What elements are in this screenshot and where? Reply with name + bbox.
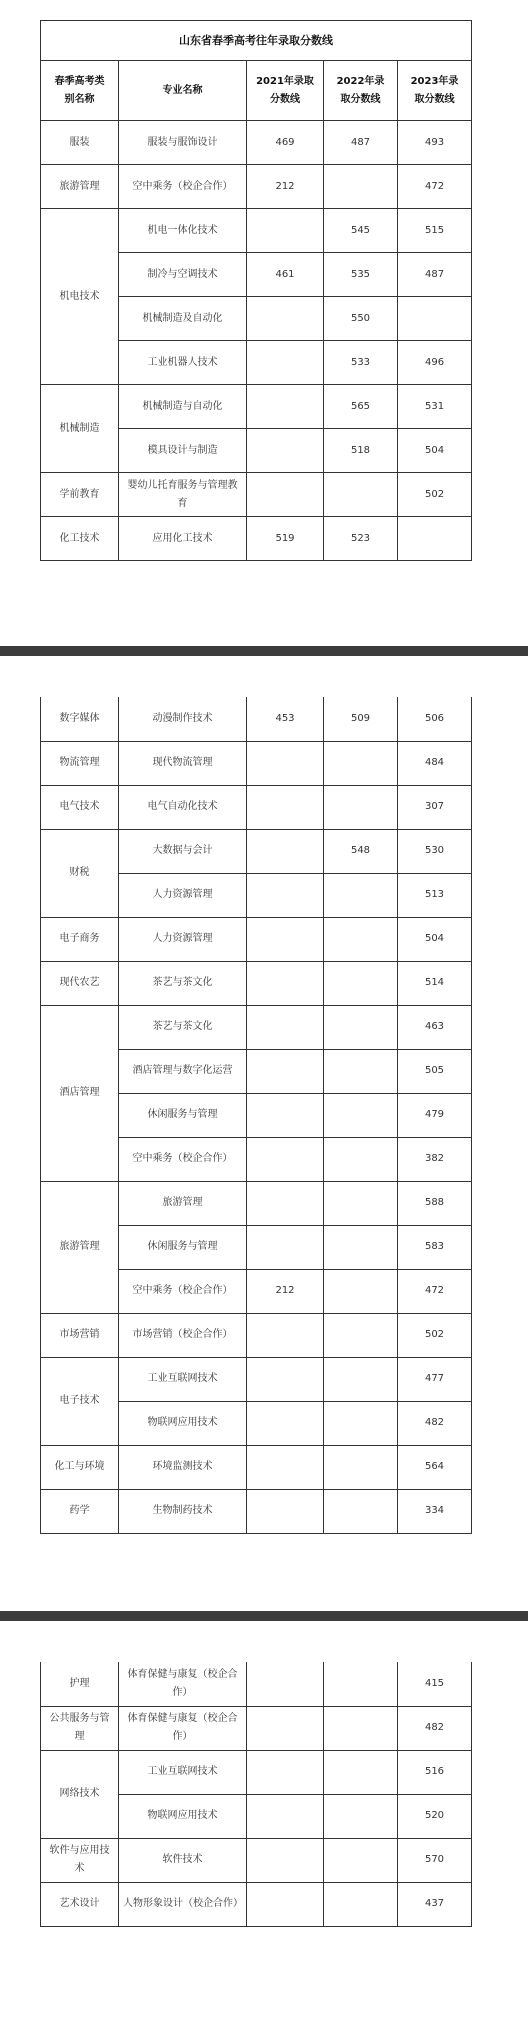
score-2022-cell: 550 — [324, 297, 398, 341]
score-2023-cell: 505 — [398, 1049, 472, 1093]
table-title: 山东省春季高考往年录取分数线 — [41, 21, 472, 61]
major-cell: 体育保健与康复（校企合作） — [119, 1706, 247, 1750]
major-cell: 茶艺与茶文化 — [119, 961, 247, 1005]
table-row — [41, 1005, 472, 1049]
category-cell: 酒店管理 — [41, 1005, 119, 1181]
score-2021-cell — [247, 829, 324, 873]
major-cell: 机械制造与自动化 — [119, 385, 247, 429]
header-2023: 2023年录 取分数线 — [398, 61, 472, 121]
major-cell: 大数据与会计 — [119, 829, 247, 873]
score-2023-cell: 515 — [398, 209, 472, 253]
major-cell: 婴幼儿托育服务与管理教育 — [119, 473, 247, 517]
score-2021-cell — [247, 341, 324, 385]
category-cell: 机械制造 — [41, 385, 119, 473]
category-cell: 护理 — [41, 1662, 119, 1706]
score-2023-cell: 531 — [398, 385, 472, 429]
category-cell: 学前教育 — [41, 473, 119, 517]
score-2021-cell — [247, 1225, 324, 1269]
score-2021-cell — [247, 297, 324, 341]
category-cell: 网络技术 — [41, 1750, 119, 1838]
score-2022-cell: 533 — [324, 341, 398, 385]
category-cell: 市场营销 — [41, 1313, 119, 1357]
score-2022-cell — [324, 1706, 398, 1750]
major-cell: 休闲服务与管理 — [119, 1093, 247, 1137]
score-2022-cell: 535 — [324, 253, 398, 297]
table-row — [41, 1706, 472, 1750]
category-cell: 药学 — [41, 1489, 119, 1533]
category-cell: 服装 — [41, 121, 119, 165]
major-cell: 模具设计与制造 — [119, 429, 247, 473]
score-2023-cell: 482 — [398, 1401, 472, 1445]
score-2022-cell — [324, 1445, 398, 1489]
score-2021-cell — [247, 917, 324, 961]
category-cell: 物流管理 — [41, 741, 119, 785]
score-2021-cell — [247, 961, 324, 1005]
score-2023-cell: 487 — [398, 253, 472, 297]
score-2023-cell: 415 — [398, 1662, 472, 1706]
admission-table-part-3 — [40, 1662, 472, 1927]
header-2021: 2021年录取 分数线 — [247, 61, 324, 121]
score-2021-cell — [247, 873, 324, 917]
score-2022-cell: 487 — [324, 121, 398, 165]
major-cell: 环境监测技术 — [119, 1445, 247, 1489]
score-2021-cell: 461 — [247, 253, 324, 297]
score-2022-cell — [324, 1093, 398, 1137]
table-row — [41, 1750, 472, 1794]
score-2023-cell: 513 — [398, 873, 472, 917]
major-cell: 物联网应用技术 — [119, 1794, 247, 1838]
table-row — [41, 517, 472, 561]
category-cell: 现代农艺 — [41, 961, 119, 1005]
major-cell: 服装与服饰设计 — [119, 121, 247, 165]
score-2022-cell: 509 — [324, 697, 398, 741]
score-2022-cell — [324, 961, 398, 1005]
score-2023-cell: 334 — [398, 1489, 472, 1533]
table-row — [41, 1882, 472, 1926]
category-cell: 电气技术 — [41, 785, 119, 829]
category-cell: 电子技术 — [41, 1357, 119, 1445]
major-cell: 休闲服务与管理 — [119, 1225, 247, 1269]
score-2021-cell: 212 — [247, 1269, 324, 1313]
score-2021-cell: 453 — [247, 697, 324, 741]
table-row — [41, 1445, 472, 1489]
score-2022-cell — [324, 1181, 398, 1225]
score-2021-cell — [247, 1662, 324, 1706]
score-2022-cell — [324, 1357, 398, 1401]
score-2021-cell — [247, 1794, 324, 1838]
table-row — [41, 121, 472, 165]
category-cell: 化工技术 — [41, 517, 119, 561]
score-2021-cell: 469 — [247, 121, 324, 165]
score-2022-cell — [324, 1269, 398, 1313]
score-2022-cell — [324, 1401, 398, 1445]
table-row — [41, 961, 472, 1005]
score-2022-cell — [324, 1313, 398, 1357]
major-cell: 软件技术 — [119, 1838, 247, 1882]
major-cell: 物联网应用技术 — [119, 1401, 247, 1445]
score-2022-cell — [324, 1750, 398, 1794]
score-2023-cell — [398, 517, 472, 561]
category-cell: 化工与环境 — [41, 1445, 119, 1489]
admission-table-part-1 — [40, 20, 472, 561]
score-2021-cell — [247, 209, 324, 253]
score-2023-cell: 382 — [398, 1137, 472, 1181]
table-row — [41, 741, 472, 785]
score-2022-cell — [324, 1489, 398, 1533]
score-2023-cell: 516 — [398, 1750, 472, 1794]
major-cell: 人力资源管理 — [119, 873, 247, 917]
score-2023-cell: 504 — [398, 917, 472, 961]
score-2021-cell — [247, 429, 324, 473]
score-2021-cell — [247, 1181, 324, 1225]
score-2023-cell: 502 — [398, 1313, 472, 1357]
score-2021-cell — [247, 473, 324, 517]
major-cell: 酒店管理与数字化运营 — [119, 1049, 247, 1093]
score-2021-cell — [247, 785, 324, 829]
table-row — [41, 917, 472, 961]
major-cell: 人物形象设计（校企合作） — [119, 1882, 247, 1926]
score-2023-cell: 482 — [398, 1706, 472, 1750]
major-cell: 茶艺与茶文化 — [119, 1005, 247, 1049]
score-2021-cell — [247, 1093, 324, 1137]
score-2022-cell — [324, 917, 398, 961]
score-2021-cell — [247, 385, 324, 429]
score-2022-cell — [324, 741, 398, 785]
table-row — [41, 209, 472, 253]
category-cell: 软件与应用技术 — [41, 1838, 119, 1882]
score-2021-cell — [247, 1489, 324, 1533]
score-2022-cell — [324, 1882, 398, 1926]
score-2023-cell: 520 — [398, 1794, 472, 1838]
major-cell: 机械制造及自动化 — [119, 297, 247, 341]
score-2022-cell: 518 — [324, 429, 398, 473]
major-cell: 空中乘务（校企合作） — [119, 165, 247, 209]
major-cell: 工业互联网技术 — [119, 1750, 247, 1794]
score-2023-cell: 564 — [398, 1445, 472, 1489]
score-2023-cell: 504 — [398, 429, 472, 473]
score-2021-cell — [247, 1750, 324, 1794]
category-cell: 机电技术 — [41, 209, 119, 385]
score-2023-cell: 514 — [398, 961, 472, 1005]
category-cell: 旅游管理 — [41, 1181, 119, 1313]
category-cell: 财税 — [41, 829, 119, 917]
major-cell: 体育保健与康复（校企合作） — [119, 1662, 247, 1706]
score-2022-cell — [324, 1838, 398, 1882]
score-2021-cell — [247, 1137, 324, 1181]
score-2021-cell — [247, 1838, 324, 1882]
table-row — [41, 473, 472, 517]
score-2022-cell — [324, 1049, 398, 1093]
score-2021-cell — [247, 741, 324, 785]
score-2023-cell: 472 — [398, 165, 472, 209]
score-2022-cell — [324, 785, 398, 829]
header-category: 春季高考类 别名称 — [41, 61, 119, 121]
major-cell: 空中乘务（校企合作） — [119, 1137, 247, 1181]
category-cell: 艺术设计 — [41, 1882, 119, 1926]
page-divider — [0, 1611, 528, 1621]
table-row — [41, 829, 472, 873]
table-row — [41, 385, 472, 429]
major-cell: 机电一体化技术 — [119, 209, 247, 253]
category-cell: 旅游管理 — [41, 165, 119, 209]
score-2023-cell: 496 — [398, 341, 472, 385]
score-2021-cell: 212 — [247, 165, 324, 209]
score-2022-cell — [324, 1225, 398, 1269]
table-row — [41, 1181, 472, 1225]
table-row — [41, 1838, 472, 1882]
score-2022-cell — [324, 873, 398, 917]
score-2022-cell — [324, 473, 398, 517]
table-row — [41, 1489, 472, 1533]
major-cell: 应用化工技术 — [119, 517, 247, 561]
score-2022-cell: 548 — [324, 829, 398, 873]
score-2023-cell: 484 — [398, 741, 472, 785]
score-2022-cell — [324, 1137, 398, 1181]
score-2023-cell: 479 — [398, 1093, 472, 1137]
score-2021-cell — [247, 1882, 324, 1926]
header-2022: 2022年录 取分数线 — [324, 61, 398, 121]
score-2021-cell — [247, 1706, 324, 1750]
table-row — [41, 697, 472, 741]
major-cell: 动漫制作技术 — [119, 697, 247, 741]
score-2023-cell — [398, 297, 472, 341]
table-row — [41, 1662, 472, 1706]
major-cell: 旅游管理 — [119, 1181, 247, 1225]
admission-table-part-2 — [40, 697, 472, 1534]
major-cell: 空中乘务（校企合作） — [119, 1269, 247, 1313]
table-row — [41, 1357, 472, 1401]
score-2022-cell: 523 — [324, 517, 398, 561]
score-2023-cell: 570 — [398, 1838, 472, 1882]
score-2023-cell: 472 — [398, 1269, 472, 1313]
score-2023-cell: 506 — [398, 697, 472, 741]
header-major: 专业名称 — [119, 61, 247, 121]
score-2023-cell: 493 — [398, 121, 472, 165]
score-2023-cell: 307 — [398, 785, 472, 829]
score-2021-cell — [247, 1005, 324, 1049]
score-2021-cell — [247, 1049, 324, 1093]
score-2023-cell: 477 — [398, 1357, 472, 1401]
score-2022-cell — [324, 1005, 398, 1049]
score-2023-cell: 437 — [398, 1882, 472, 1926]
category-cell: 公共服务与管理 — [41, 1706, 119, 1750]
score-2022-cell — [324, 1662, 398, 1706]
score-2021-cell — [247, 1357, 324, 1401]
score-2022-cell: 565 — [324, 385, 398, 429]
score-2023-cell: 502 — [398, 473, 472, 517]
major-cell: 工业互联网技术 — [119, 1357, 247, 1401]
category-cell: 电子商务 — [41, 917, 119, 961]
score-2023-cell: 530 — [398, 829, 472, 873]
score-2023-cell: 583 — [398, 1225, 472, 1269]
score-2021-cell — [247, 1313, 324, 1357]
major-cell: 制冷与空调技术 — [119, 253, 247, 297]
major-cell: 人力资源管理 — [119, 917, 247, 961]
score-2023-cell: 463 — [398, 1005, 472, 1049]
major-cell: 工业机器人技术 — [119, 341, 247, 385]
score-2023-cell: 588 — [398, 1181, 472, 1225]
score-2021-cell: 519 — [247, 517, 324, 561]
score-2022-cell — [324, 165, 398, 209]
score-2021-cell — [247, 1445, 324, 1489]
table-row — [41, 1313, 472, 1357]
major-cell: 市场营销（校企合作） — [119, 1313, 247, 1357]
major-cell: 生物制药技术 — [119, 1489, 247, 1533]
page-divider — [0, 646, 528, 656]
table-row — [41, 785, 472, 829]
score-2022-cell — [324, 1794, 398, 1838]
score-2021-cell — [247, 1401, 324, 1445]
major-cell: 现代物流管理 — [119, 741, 247, 785]
table-row — [41, 165, 472, 209]
major-cell: 电气自动化技术 — [119, 785, 247, 829]
category-cell: 数字媒体 — [41, 697, 119, 741]
score-2022-cell: 545 — [324, 209, 398, 253]
